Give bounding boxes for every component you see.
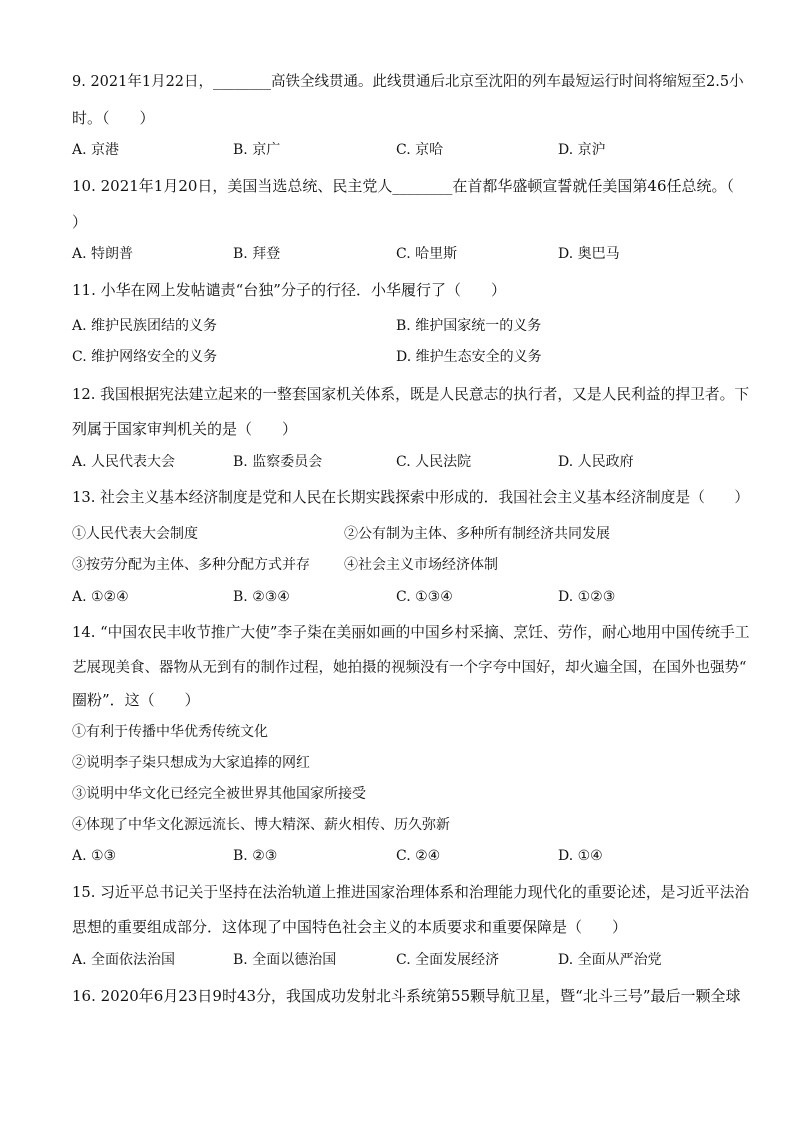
question-14-statement-1: ①有利于传播中华优秀传统文化 — [72, 724, 268, 740]
question-10-option-a: A. 特朗普 — [72, 246, 134, 262]
question-15-line-1: 15. 习近平总书记关于坚持在法治轨道上推进国家治理体系和治理能力现代化的重要论述，是习近平法治 — [72, 884, 750, 901]
question-14-statement-2: ②说明李子柒只想成为大家追捧的网红 — [72, 755, 310, 771]
question-10-option-c: C. 哈里斯 — [396, 246, 458, 262]
question-11-option-c: C. 维护网络安全的义务 — [72, 349, 218, 365]
question-13-option-d: D. ①②③ — [558, 589, 616, 605]
question-10-option-d: D. 奥巴马 — [558, 246, 620, 262]
question-13-option-a: A. ①②④ — [72, 589, 129, 605]
question-13-statement-1: ①人民代表大会制度 — [72, 526, 198, 542]
question-14-statement-3: ③说明中华文化已经完全被世界其他国家所接受 — [72, 786, 366, 802]
question-14-statement-4: ④体现了中华文化源远流长、博大精深、薪火相传、历久弥新 — [72, 817, 450, 833]
question-9-line-1: 9. 2021年1月22日，________高铁全线贯通。此线贯通后北京至沈阳的列车最短运行时间将缩短至2.5小 — [72, 74, 744, 90]
question-14-option-b: B. ②③ — [233, 848, 278, 864]
question-14-line-2: 艺展现美食、器物从无到有的制作过程，她拍摄的视频没有一个字夸中国好，却火遍全国，在国外也强势“ — [72, 660, 747, 676]
question-13-option-c: C. ①③④ — [396, 589, 453, 605]
question-12-option-d: D. 人民政府 — [558, 454, 634, 470]
question-14-option-d: D. ①④ — [558, 848, 603, 864]
question-13-line-1: 13. 社会主义基本经济制度是党和人民在长期实践探索中形成的．我国社会主义基本经济制度是（ ） — [72, 489, 750, 506]
question-15-option-b: B. 全面以德治国 — [233, 952, 337, 968]
question-13-statement-3: ③按劳分配为主体、多种分配方式并存 — [72, 557, 310, 573]
question-15-option-d: D. 全面从严治党 — [558, 952, 662, 968]
question-9-option-d: D. 京沪 — [558, 142, 606, 158]
question-12-option-c: C. 人民法院 — [396, 454, 472, 470]
question-9-option-c: C. 京哈 — [396, 142, 444, 158]
question-13-statement-2: ②公有制为主体、多种所有制经济共同发展 — [344, 526, 610, 542]
question-9-option-b: B. 京广 — [233, 142, 281, 158]
question-15-line-2: 思想的重要组成部分．这体现了中国特色社会主义的本质要求和重要保障是（ ） — [72, 918, 628, 936]
question-12-line-1: 12. 我国根据宪法建立起来的一整套国家机关体系，既是人民意志的执行者，又是人民利益的捍卫者。下 — [72, 386, 750, 403]
question-11-option-a: A. 维护民族团结的义务 — [72, 318, 218, 334]
question-14-option-a: A. ①③ — [72, 848, 117, 864]
question-13-statement-4: ④社会主义市场经济体制 — [344, 557, 498, 573]
question-13-option-b: B. ②③④ — [233, 589, 290, 605]
question-11-option-b: B. 维护国家统一的义务 — [396, 318, 542, 334]
question-16-line-1: 16. 2020年6月23日9时43分，我国成功发射北斗系统第55颗导航卫星，暨“北斗三号”最后一颗全球 — [72, 987, 741, 1005]
question-9-option-a: A. 京港 — [72, 142, 120, 158]
question-10-line-2: ） — [72, 213, 88, 231]
question-10-option-b: B. 拜登 — [233, 246, 281, 262]
question-14-line-1: 14. “中国农民丰收节推广大使”李子柒在美丽如画的中国乡村采摘、烹饪、劳作，耐心地用中国传统手工 — [72, 624, 750, 641]
question-9-line-2: 时。（ ） — [72, 109, 155, 127]
question-12-line-2: 列属于国家审判机关的是（ ） — [72, 420, 298, 438]
question-14-option-c: C. ②④ — [396, 848, 441, 864]
question-11-option-d: D. 维护生态安全的义务 — [396, 349, 542, 365]
question-12-option-b: B. 监察委员会 — [233, 454, 323, 470]
question-15-option-a: A. 全面依法治国 — [72, 952, 176, 968]
question-12-option-a: A. 人民代表大会 — [72, 454, 176, 470]
question-15-option-c: C. 全面发展经济 — [396, 952, 500, 968]
question-10-line-1: 10. 2021年1月20日，美国当选总统、民主党人________在首都华盛顿宣誓就任美国第46任总统。（ — [72, 177, 735, 195]
question-11-line-1: 11. 小华在网上发帖谴责“台独”分子的行径．小华履行了（ ） — [72, 281, 506, 299]
question-14-line-3: 圈粉”．这（ ） — [72, 691, 200, 709]
